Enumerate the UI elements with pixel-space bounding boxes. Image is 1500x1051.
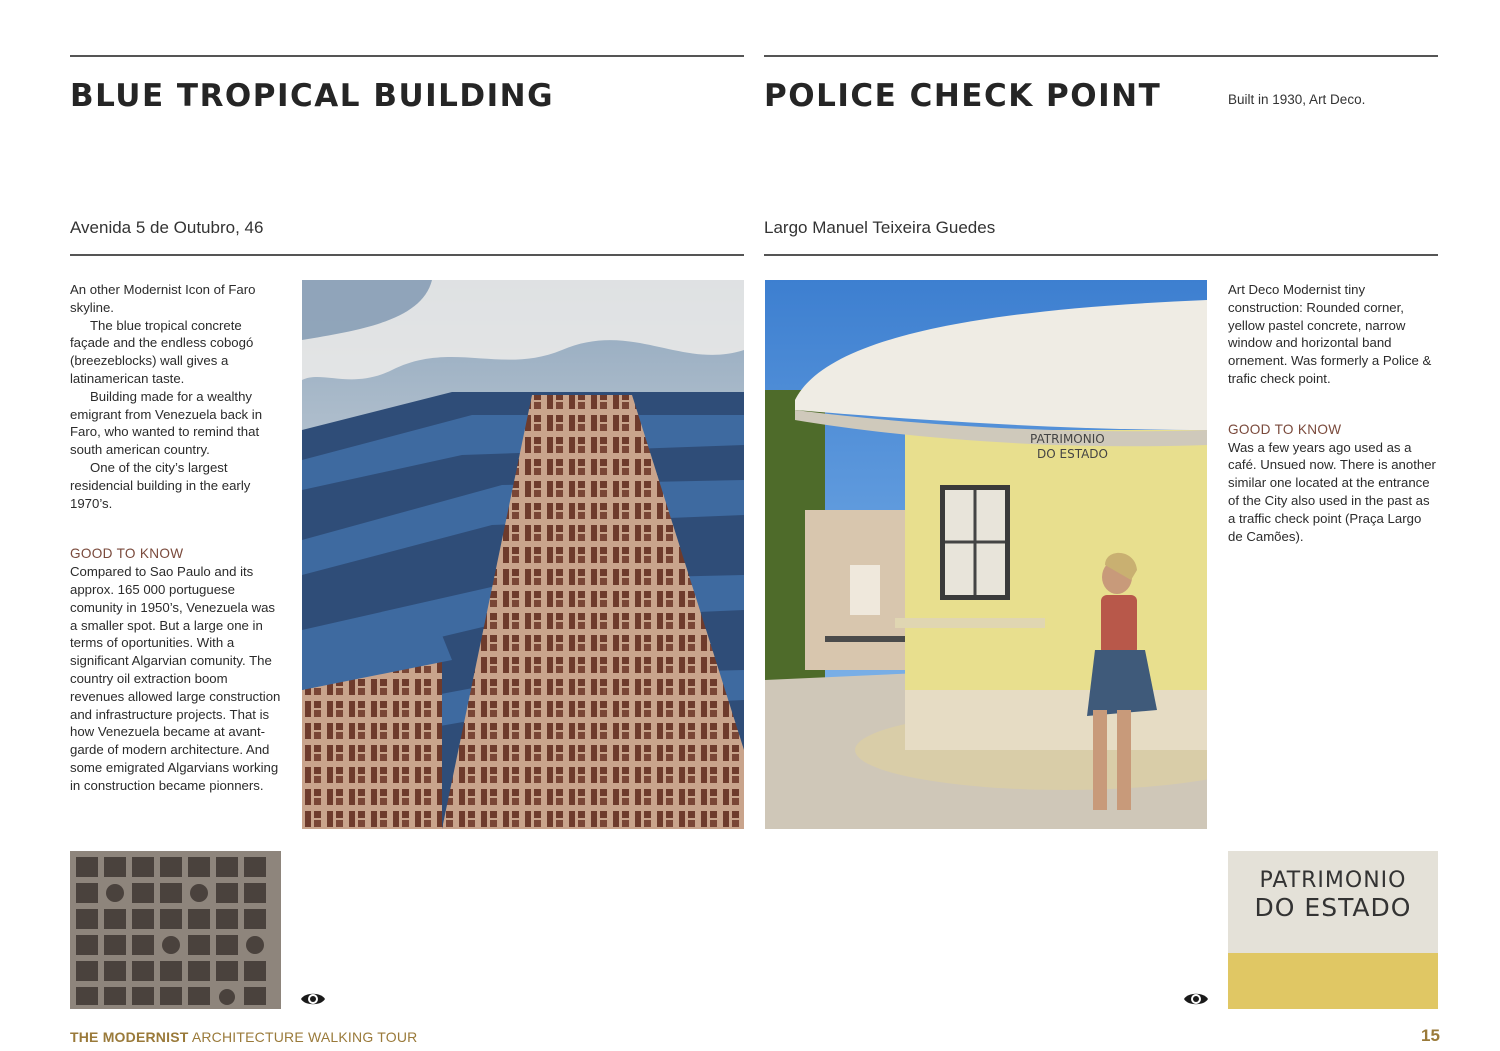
address-rule-right bbox=[764, 254, 1438, 256]
footer-bold: THE MODERNIST bbox=[70, 1029, 189, 1045]
top-rule-left bbox=[70, 55, 744, 57]
built-note: Built in 1930, Art Deco. bbox=[1228, 92, 1366, 107]
cobogo-illustration bbox=[70, 851, 281, 1009]
address-right: Largo Manuel Teixeira Guedes bbox=[764, 218, 996, 237]
left-body-text bbox=[70, 281, 282, 795]
sign-line-1: PATRIMONIO bbox=[1259, 868, 1407, 893]
building-illustration bbox=[302, 280, 744, 829]
title-blue-tropical-building: BLUE TROPICAL BUILDING bbox=[70, 78, 555, 114]
eye-icon[interactable] bbox=[300, 989, 326, 1009]
thumbnail-cobogo-wall bbox=[70, 851, 281, 1009]
good-to-know-text: Compared to Sao Paulo and its approx. 165 000 portuguese comunity in 1950’s, Venezuela was a smaller spot. But a large one in terms of oportunities. With a significant Algarvian comunity. The country oil extraction boom revenues allowed large construction and infrastructure projects. That is how Venezuela became at avant-garde of modern architecture. And some emigrated Algarvians working in construction became pionners. bbox=[70, 564, 281, 793]
right-body-text bbox=[1228, 281, 1438, 545]
good-to-know-text: Was a few years ago used as a café. Unsued now. There is another similar one located at the entrance of the City also used in the past as a traffic check point (Praça Largo de Camões). bbox=[1228, 439, 1436, 544]
photo-blue-tropical-building bbox=[302, 280, 744, 829]
sign-line-2: DO ESTADO bbox=[1254, 893, 1412, 922]
yellow-band bbox=[1228, 953, 1438, 1009]
title-police-check-point: POLICE CHECK POINT bbox=[764, 78, 1162, 114]
address-left: Avenida 5 de Outubro, 46 bbox=[70, 218, 264, 237]
paragraph: One of the city’s largest residencial building in the early 1970’s. bbox=[70, 459, 251, 511]
description: Art Deco Modernist tiny construction: Rounded corner, yellow pastel concrete, narrow window and horizontal band ornement. Was formerly a Police & trafic check point. bbox=[1228, 282, 1432, 386]
address-rule-left bbox=[70, 254, 744, 256]
photo-police-check-point bbox=[765, 280, 1207, 829]
good-to-know-label: GOOD TO KNOW bbox=[1228, 421, 1342, 437]
eye-icon[interactable] bbox=[1183, 989, 1209, 1009]
paragraph: Building made for a wealthy emigrant from Venezuela back in Faro, who wanted to remind that south american country. bbox=[70, 388, 263, 458]
thumbnail-sign bbox=[1228, 851, 1438, 1009]
footer-rest: ARCHITECTURE WALKING TOUR bbox=[188, 1029, 418, 1045]
paragraph: An other Modernist Icon of Faro skyline. bbox=[70, 282, 256, 315]
kiosk-illustration bbox=[765, 280, 1207, 829]
good-to-know-label: GOOD TO KNOW bbox=[70, 546, 184, 562]
top-rule-right bbox=[764, 55, 1438, 57]
paragraph: The blue tropical concrete façade and the endless cobogó (breezeblocks) wall gives a latinamerican taste. bbox=[70, 317, 254, 386]
sign-text: PATRIMONIO bbox=[1030, 432, 1105, 446]
page-number: 15 bbox=[1421, 1026, 1440, 1045]
sign-text: DO ESTADO bbox=[1037, 447, 1108, 461]
footer-title bbox=[70, 1029, 417, 1045]
